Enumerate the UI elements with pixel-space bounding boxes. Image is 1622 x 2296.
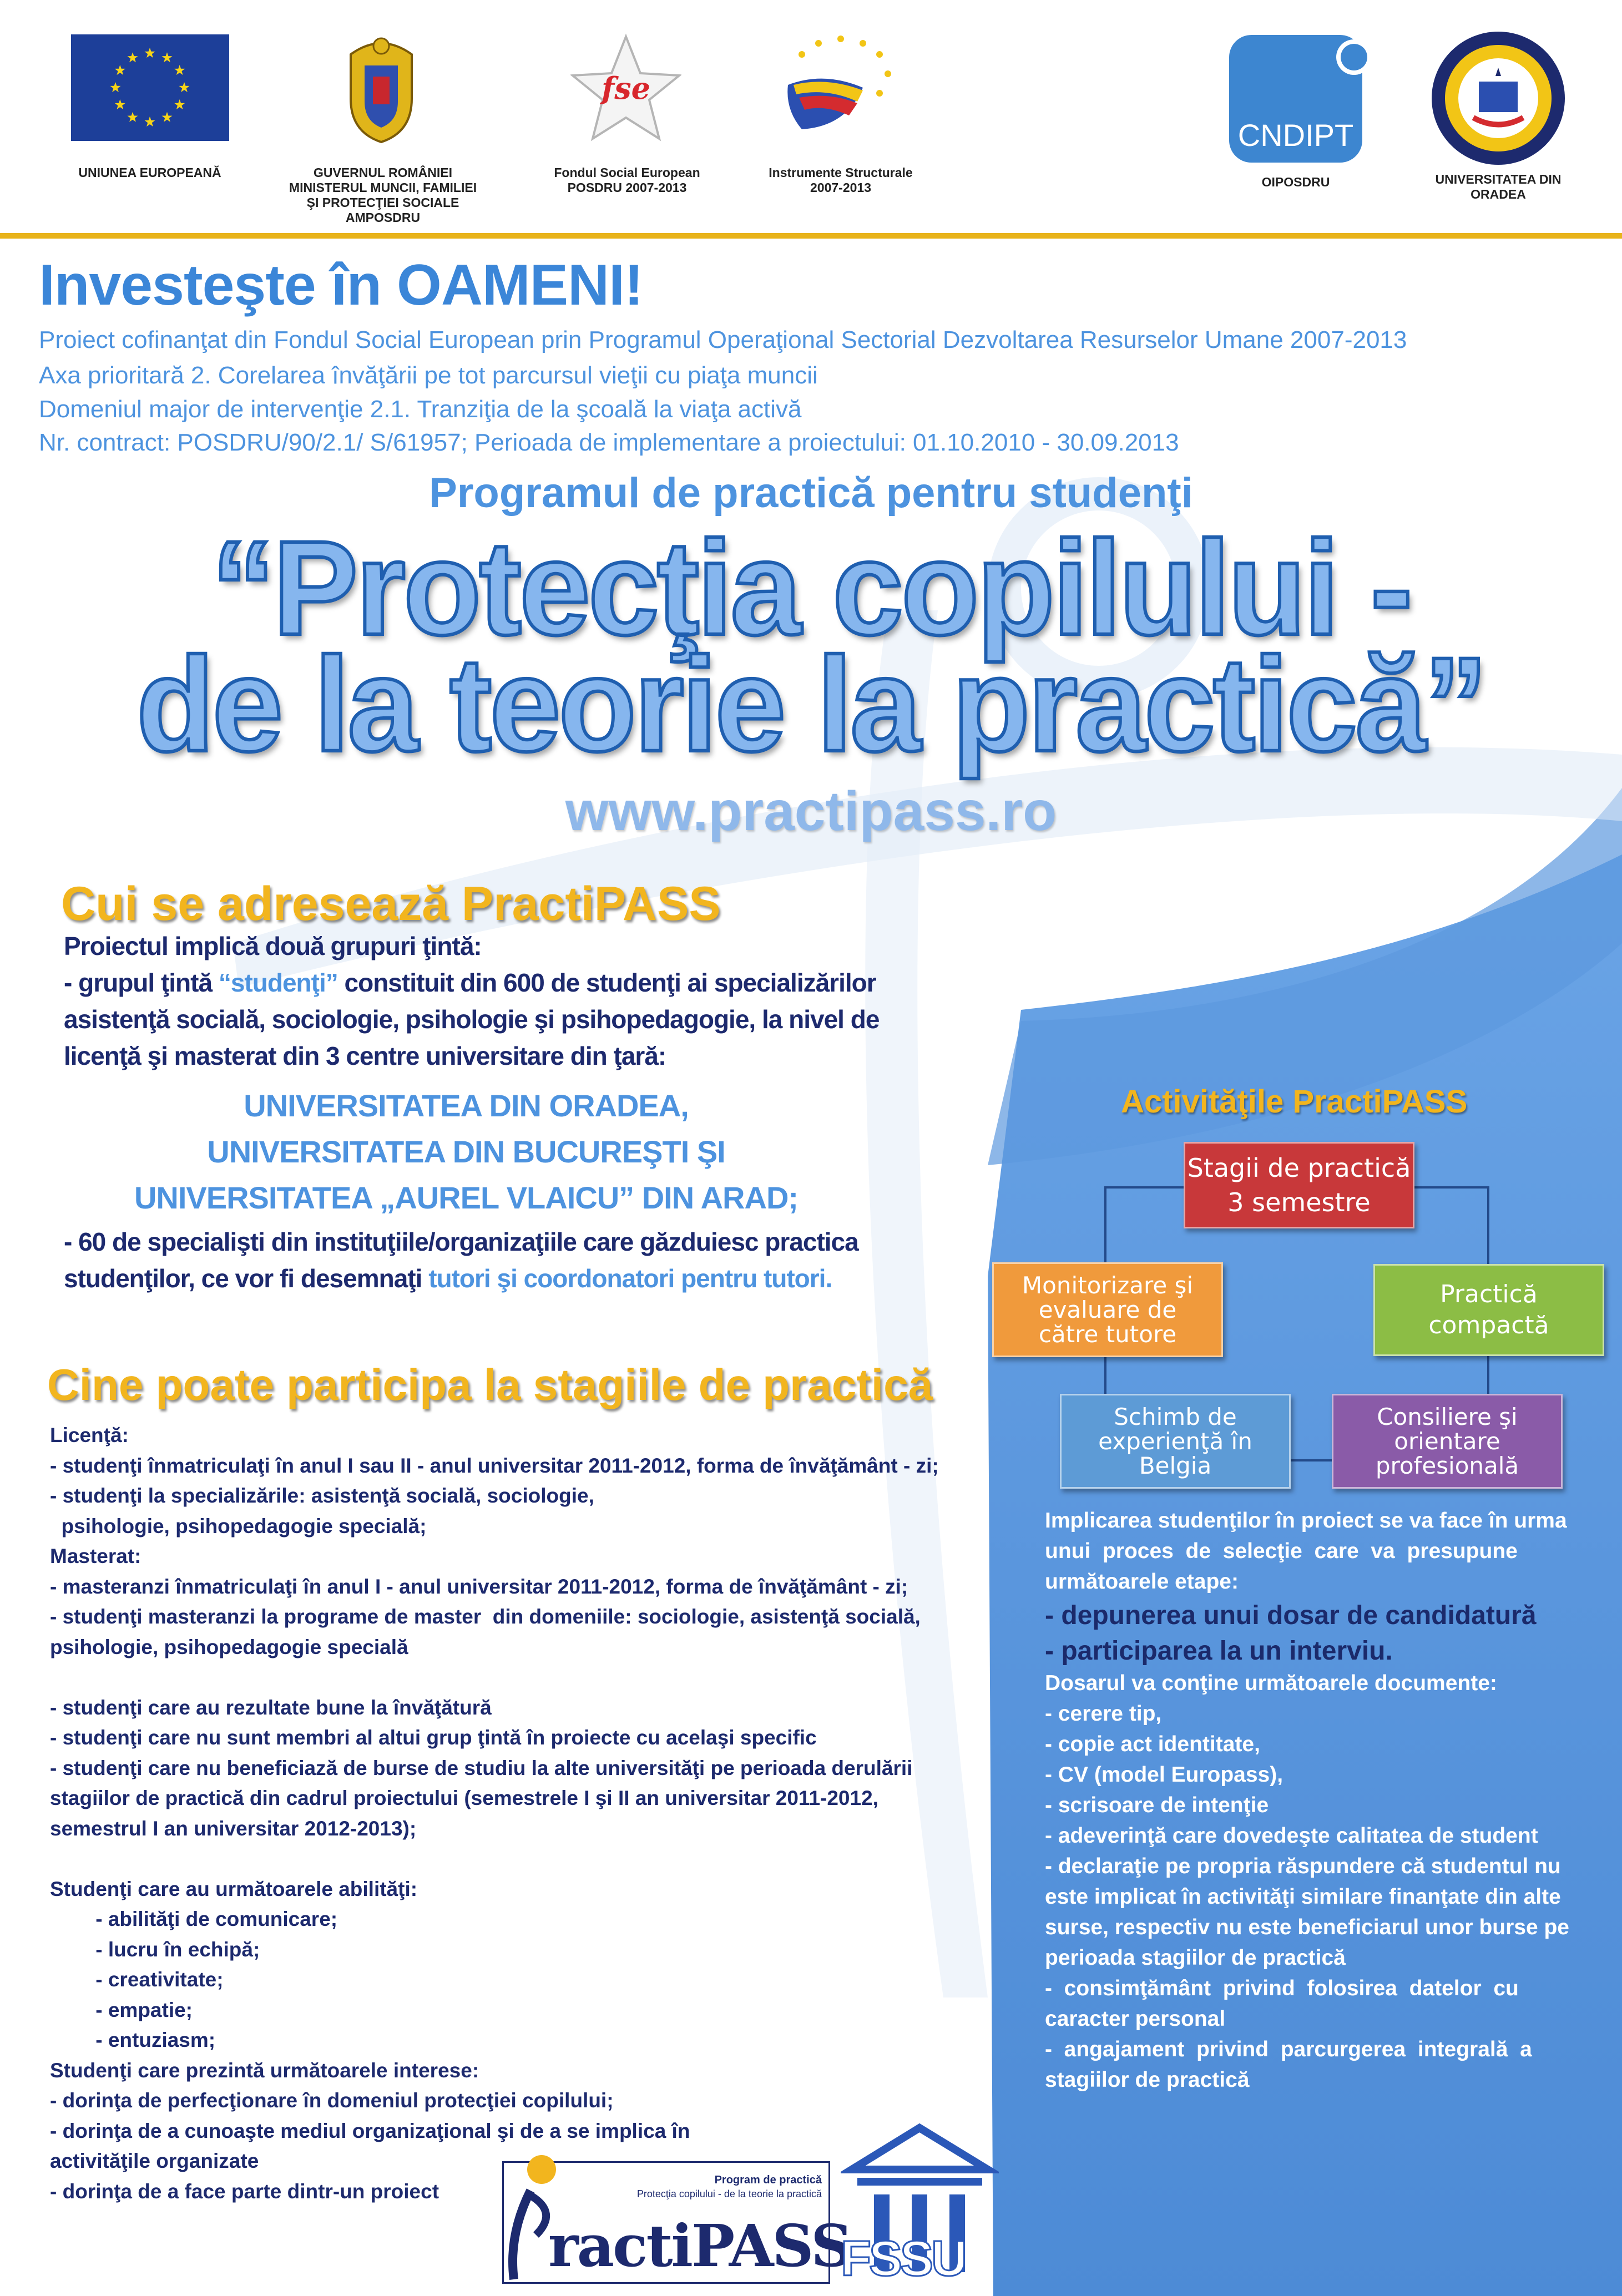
dossier-document-line: - consimţământ privind folosirea datelor cu [1045,1976,1519,2000]
fssu-label: FSSU [841,2231,966,2287]
header [0,0,1622,233]
intervention-domain-line: Domeniul major de intervenţie 2.1. Tranziţia de la şcoală la viaţa activă [39,396,802,423]
eligibility-line: Studenţi care au următoarele abilităţi: [50,1877,418,1900]
dossier-document-line: - adeverinţă care dovedeşte calitatea de student [1045,1824,1538,1848]
logo-caption-eu: UNIUNEA EUROPEANĂ [78,165,221,180]
eligibility-line: - abilităţi de comunicare; [50,1908,338,1930]
logo-caption-university: UNIVERSITATEA DIN ORADEA [1435,172,1562,201]
practipass-logo [502,2161,851,2284]
chart-connector [1287,1459,1332,1461]
box-schimb-line-3: Belgia [1139,1452,1212,1479]
romania-coat-of-arms-icon [340,32,423,143]
eligibility-line: - studenţi care au rezultate bune la învăţătură [50,1696,492,1719]
university-oradea-seal-icon [1429,29,1568,168]
eligibility-line: - masteranzi înmatriculaţi în anul I - anul universitar 2011-2012, forma de învăţământ - zi; [50,1575,908,1598]
dossier-documents-list [1045,1668,1605,2095]
activities-heading: Activităţile PractiPASS [1121,1084,1468,1120]
box-monitor-line-1: Monitorizare şi [1022,1271,1194,1299]
dossier-document-line: perioada stagiilor de practică [1045,1946,1346,1970]
dossier-document-line: stagiilor de practică [1045,2068,1250,2092]
eligibility-line: - studenţi la specializările: asistenţă socială, sociologie, [50,1484,594,1507]
eligibility-line: - dorinţa de perfecţionare în domeniul protecţiei copilului; [50,2089,614,2112]
cui-p2-b: constituit din 600 de studenţi ai specializărilor [337,968,876,997]
selection-intro-3: următoarele etape: [1045,1570,1239,1594]
university-3: UNIVERSITATEA „AUREL VLAICU” DIN ARAD; [134,1180,799,1215]
eligibility-line: Masterat: [50,1545,142,1567]
eligibility-line: - studenţi masteranzi la programe de master din domeniile: sociologie, asistenţă socială, [50,1605,921,1628]
logo-caption-cndipt: OIPOSDRU [1261,175,1330,189]
fse-logo-text: fse [602,70,650,106]
box-schimb-line-2: experienţă în [1098,1427,1252,1455]
main-title-line-1: “Protecţia copilului - [211,513,1411,663]
step-interview: - participarea la un interviu. [1045,1636,1393,1666]
eligibility-line: - dorinţa de a cunoaşte mediul organizaţional şi de a se implica în [50,2119,690,2142]
eu-flag-icon [71,34,229,141]
eligibility-line: - entuziasm; [50,2029,216,2051]
eligibility-line: semestrul I an universitar 2012-2013); [50,1817,417,1840]
eligibility-line: - studenţi care nu sunt membri al altui grup ţintă în proiecte cu acelaşi specific [50,1726,817,1749]
cndipt-logo-text: CNDIPT [1237,118,1354,153]
cofinance-line: Proiect cofinanţat din Fondul Social European prin Programul Operaţional Sectorial Dezvoltarea Resurselor Umane 2007-2013 [39,326,1407,353]
box-consiliere-line-2: orientare [1394,1427,1500,1455]
eligibility-line: - creativitate; [50,1968,224,1991]
box-monitor-line-3: către tutore [1038,1320,1177,1348]
eligibility-line: psihologie, psihopedagogie specială; [50,1514,427,1538]
cui-p2-highlight: “studenţi” [218,968,338,997]
eligibility-line: Studenţi care prezintă următoarele interese: [50,2059,479,2082]
eligibility-list [50,1420,1015,2207]
cui-p2 [64,964,874,1001]
selection-section [1045,1505,1605,2095]
fse-star-icon [570,32,681,143]
cndipt-icon [1226,32,1373,165]
activity-box-monitorizare [992,1262,1223,1357]
box-monitor-line-2: evaluare de [1038,1296,1177,1323]
box-compacta-line-1: Practică [1440,1280,1538,1308]
selection-intro-2: unui proces de selecţie care va presupune [1045,1539,1518,1563]
practipass-small-1: Program de practică [714,2174,822,2186]
dossier-document-line: este implicat în activităţi similare finanţate din alte [1045,1885,1561,1909]
box-stagii-line-2: 3 semestre [1227,1187,1371,1217]
logo-caption-government: GUVERNUL ROMÂNIEI MINISTERUL MUNCII, FAMILIEI ŞI PROTECŢIEI SOCIALE AMPOSDRU [289,165,477,225]
eligibility-line: - lucru în echipă; [50,1938,260,1961]
activity-box-practica-compacta [1373,1264,1604,1356]
activity-box-consiliere [1332,1394,1563,1489]
cui-p6 [64,1260,874,1297]
slogan: Investeşte în OAMENI! [39,253,643,317]
program-title: Programul de practică pentru studenţi [429,469,1193,517]
chart-connector [1487,1186,1489,1264]
logo-caption-structural: Instrumente Structurale 2007-2013 [769,165,913,195]
eligibility-line: - empatie; [50,1998,193,2021]
cui-heading: Cui se adresează PractiPASS [61,877,721,930]
eligibility-line: psihologie, psihopedagogie specială [50,1635,408,1658]
box-consiliere-line-1: Consiliere şi [1377,1403,1518,1430]
selection-intro-1: Implicarea studenţilor în proiect se va face în urma [1045,1509,1567,1533]
eligibility-line: - studenţi care nu beneficiază de burse de studiu la alte universităţi pe perioada derulării [50,1756,913,1779]
cine-heading: Cine poate participa la stagiile de practică [47,1360,933,1409]
logo-caption-fse: Fondul Social European POSDRU 2007-2013 [554,165,700,195]
eligibility-line [50,1662,1015,1693]
chart-connector [1104,1186,1106,1264]
priority-axis-line: Axa prioritară 2. Corelarea învăţării pe tot parcursul vieţii cu piaţa muncii [39,362,818,389]
dossier-document-line: - CV (model Europass), [1045,1763,1284,1787]
box-compacta-line-2: compactă [1428,1311,1549,1339]
cui-section [64,928,880,1074]
cui-p6-highlight: tutori şi coordonatori pentru tutori. [428,1264,832,1293]
university-2: UNIVERSITATEA DIN BUCUREŞTI ŞI [207,1134,725,1169]
cui-p4: licenţă şi masterat din 3 centre universitare din ţară: [64,1041,666,1070]
header-divider [0,233,1622,239]
practipass-small-2: Protecţia copilului - de la teorie la practică [636,2188,822,2199]
dossier-document-line: - angajament privind parcurgerea integrală a [1045,2037,1532,2061]
contract-line: Nr. contract: POSDRU/90/2.1/ S/61957; Perioada de implementare a proiectului: 01.10.2010 - 30.09.2013 [39,429,1179,456]
eligibility-line: - studenţi înmatriculaţi în anul I sau II - anul universitar 2011-2012, forma de învăţământ - zi; [50,1454,939,1477]
eligibility-line: stagiilor de practică din cadrul proiectului (semestrele I şi II an universitar 2011-2012, [50,1787,878,1809]
dossier-document-line: surse, respectiv nu este beneficiarul unor burse pe [1045,1915,1569,1939]
website-link[interactable]: www.practipass.ro [565,780,1057,842]
practipass-wordmark-text: ractiPASS [548,2212,851,2280]
dossier-document-line: - scrisoare de intenţie [1045,1793,1269,1817]
university-1: UNIVERSITATEA DIN ORADEA, [244,1088,689,1123]
practipass-wordmark [548,2212,851,2280]
cui-specialists [64,1223,874,1297]
step-dossier: - depunerea unui dosar de candidatură [1045,1601,1537,1630]
box-schimb-line-1: Schimb de [1114,1403,1237,1430]
cui-p5: - 60 de specialişti din instituţiile/organizaţiile care găzduiesc practica [64,1227,858,1256]
eligibility-line: - dorinţa de a face parte dintr-un proiect [50,2179,439,2203]
main-title-line-2: de la teorie la practică” [136,629,1486,780]
cui-p6-a: studenţilor, ce vor fi desemnaţi [64,1264,429,1293]
cui-p1: Proiectul implică două grupuri ţintă: [64,932,482,960]
dossier-document-line: caracter personal [1045,2007,1226,2031]
eligibility-line: activităţile organizate [50,2150,259,2172]
eligibility-line [50,1844,1015,1874]
box-consiliere-line-3: profesională [1375,1452,1519,1479]
cui-p3: asistenţă socială, sociologie, psihologie şi psihopedagogie, la nivel de [64,1005,880,1034]
dossier-document-line: - declaraţie pe propria răspundere că studentul nu [1045,1854,1561,1878]
box-stagii-line-1: Stagii de practică [1187,1153,1411,1183]
dossier-document-line: Dosarul va conţine următoarele documente: [1045,1671,1497,1695]
dossier-document-line: - copie act identitate, [1045,1732,1260,1756]
structural-instruments-icon [780,32,902,143]
activity-box-schimb [1060,1394,1291,1489]
activity-box-stagii [1184,1142,1414,1228]
eligibility-line: Licenţă: [50,1424,129,1447]
dossier-document-line: - cerere tip, [1045,1702,1162,1726]
cui-p2-a: - grupul ţintă [64,968,219,997]
